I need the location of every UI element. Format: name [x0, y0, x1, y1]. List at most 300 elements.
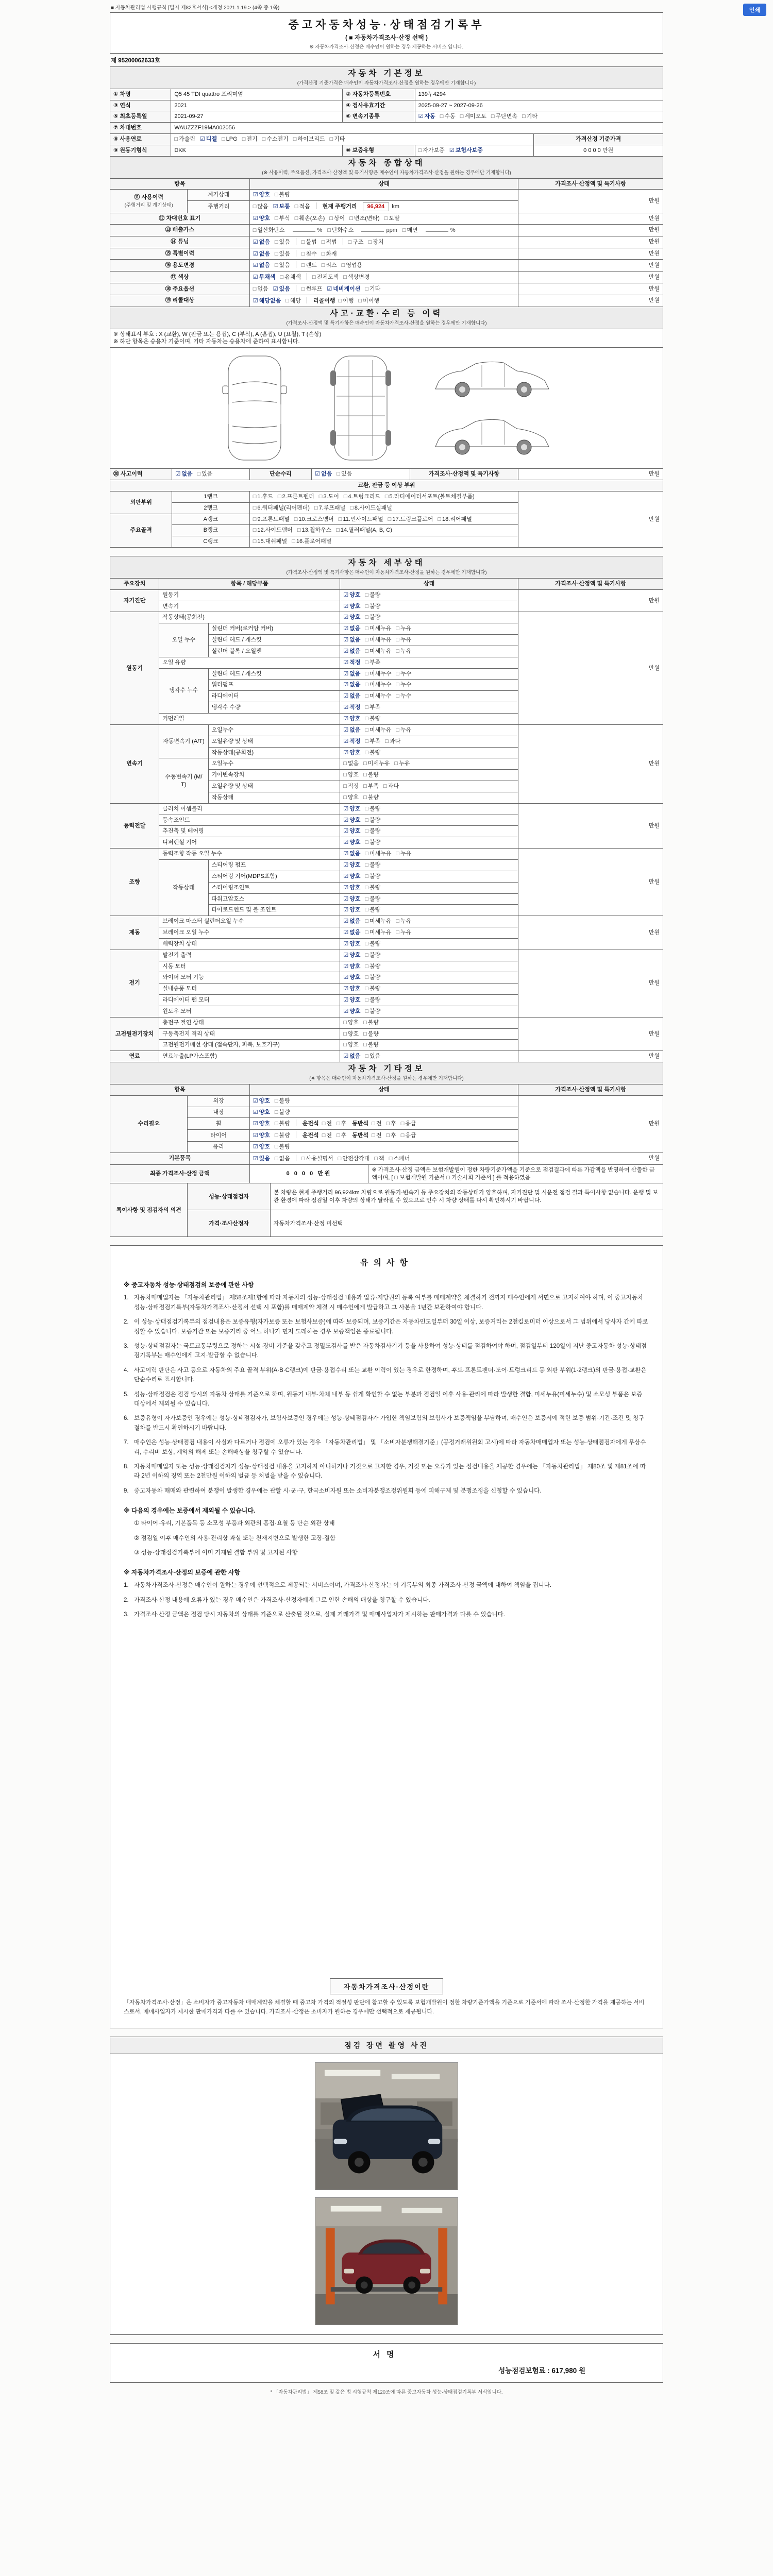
checkbox-icon: □: [253, 493, 257, 500]
checkbox-icon: □: [253, 527, 257, 534]
notice-exclusion-item: ③ 성능·상태점검기록부에 이미 기재된 결함 부위 및 고지된 사항: [134, 1549, 298, 1556]
car-left-side-diagram: [428, 357, 557, 401]
accident-history-state: [172, 469, 249, 480]
detail-checkbox: □ 불량: [365, 873, 381, 879]
checkbox-icon: ☑: [343, 648, 349, 654]
checkbox-icon: ☑: [253, 297, 258, 304]
state-cell: [249, 1095, 518, 1107]
opinion-text: 본 차량은 현재 주행거리 96,924km 차량으로 원동기·변속기 등 주요장치의 작동상태가 양호하며, 자기진단 및 시운전 점검 결과 특이사항 없습니다. 운행 및 보관 환경에 따라 점검일 이후 차량의 상태가 달라질 수 있으므로 인수 시 차량 상태를 다시 확인하시기 바랍니다.: [270, 1183, 663, 1210]
base-price-value: 0 0 0 0 만원: [534, 145, 663, 156]
checkbox-icon: □: [337, 471, 340, 478]
overall-state-table-checkbox: □ 매연: [402, 227, 418, 233]
state-cell: [340, 916, 518, 927]
overall-state-table-checkbox: □ 없음: [253, 286, 268, 293]
etc-info-table-checkbox: □ 전: [322, 1132, 332, 1139]
basic-info-table: [110, 66, 663, 157]
section-title: 자동차 기본정보: [348, 69, 425, 78]
detail-checkbox: □ 불량: [365, 884, 381, 891]
rank-item-checkbox: □ 2.프론트펜더: [277, 493, 314, 500]
checkbox-icon: □: [396, 693, 400, 700]
notice-exclusion-item: ② 점검일 이후 매수인의 사용·관리상 과실 또는 천재지변으로 발생한 고장·결함: [134, 1535, 336, 1541]
document-sheet: [110, 0, 663, 2395]
legend-row: [110, 329, 663, 348]
checkbox-icon: □: [336, 527, 340, 534]
insurance-premium: 성능점검보험료 : 617,980 원: [498, 2367, 585, 2375]
etc-info-table-checkbox: □ 후: [336, 1121, 347, 1127]
rank-item-checkbox: □ 18.리어패널: [438, 516, 472, 522]
detail-checkbox: □ 미세누수: [365, 693, 392, 700]
checkbox-icon: □: [365, 738, 368, 744]
table-row: [110, 272, 663, 283]
item-cell: 변속기: [159, 601, 340, 612]
simple-repair-checkbox: □ 있음: [337, 471, 352, 478]
car-name-value: Q5 45 TDI quattro 프리미엄: [171, 89, 343, 100]
detail-checkbox: ☑ 적정: [343, 659, 361, 666]
checkbox-icon: ☑: [253, 262, 258, 269]
checkbox-icon: ☑: [343, 670, 349, 677]
item-cell: 오일누수: [208, 724, 340, 736]
state-cell: [340, 1040, 518, 1051]
checkbox-icon: □: [294, 204, 298, 210]
detail-checkbox: □ 불량: [365, 591, 381, 598]
detail-checkbox: ☑ 없음: [343, 918, 361, 925]
category-cell: ⑰ 색상: [110, 272, 250, 283]
overall-state-table-checkbox: □ 침수: [301, 250, 317, 257]
notice-price-item: 3. 가격조사·산정 금액은 점검 당시 자동차의 상태를 기준으로 산출된 것으로, 실제 거래가격 및 매매사업자가 제시하는 판매가격과 다를 수 있습니다.: [124, 1612, 505, 1618]
detail-checkbox: ☑ 양호: [343, 1008, 361, 1014]
price-cell: 만원: [518, 950, 663, 1017]
detail-checkbox: ☑ 양호: [343, 716, 361, 722]
checkbox-icon: □: [274, 250, 278, 257]
state-cell: [249, 1153, 518, 1164]
checkbox-icon: □: [365, 963, 368, 970]
item-cell: 타이어: [188, 1130, 249, 1142]
notice-item: 1. 자동차매매업자는 「자동차관리법」 제58조제1항에 따라 자동차의 성능·상태점검 내용과 압류·저당권의 등록 여부를 매매계약을 체결하기 전까지 매수인에게 서면으로 고지하여야 하며, 이 중고자동차 성능·상태점검기록부(자동차가격조사·산정서 선택 시 포함)를 매매계약 체결 시 매수인에게 발급하고 그 사본을 1년간 보관하여야 합니다.: [124, 1295, 644, 1311]
state-cell: [249, 283, 518, 295]
rank-item-checkbox: □ 1.후드: [253, 493, 273, 500]
checkbox-icon: □: [292, 538, 295, 545]
detail-checkbox: □ 미세누유: [365, 918, 392, 925]
overall-state-table-checkbox: □ 많음: [253, 204, 268, 210]
detail-checkbox: ☑ 양호: [343, 839, 361, 846]
checkbox-icon: □: [365, 873, 368, 879]
overall-state-table-checkbox: ☑ 없음: [253, 250, 270, 257]
item-cell: 타이로드엔드 및 볼 조인트: [208, 905, 340, 916]
detail-checkbox: ☑ 없음: [343, 1053, 361, 1060]
panel-group-cell: 외판부위: [110, 491, 172, 514]
device-cell: 자기진단: [110, 589, 159, 612]
checkbox-icon: □: [274, 1155, 278, 1162]
final-price-section: [110, 1164, 663, 1238]
checkbox-icon: □: [338, 1155, 342, 1162]
checkbox-icon: □: [274, 262, 278, 269]
checkbox-icon: □: [365, 637, 368, 643]
checkbox-icon: □: [396, 670, 400, 677]
category-cell: ⑯ 용도변경: [110, 260, 250, 272]
section-title: 사고·교환·수리 등 이력: [330, 309, 443, 318]
notice-item: 9. 중고자동차 매매와 관련하여 분쟁이 발생한 경우에는 관할 시·군·구, 한국소비자원 또는 소비자분쟁조정위원회 등에 피해구제 및 분쟁조정을 신청할 수 있습니다.: [124, 1487, 542, 1494]
detail-checkbox: □ 미세누유: [365, 648, 392, 654]
checkbox-icon: □: [384, 215, 388, 222]
price-cell: 만원: [518, 612, 663, 724]
overall-state-table-checkbox: □ 적음: [294, 204, 310, 210]
notice-exclusion-item: ① 타이어·유리, 기본품목 등 소모성 부품과 외관의 흠집·요철 등 단순 외관 상태: [134, 1520, 335, 1527]
notice-price-item: 1. 자동차가격조사·산정은 매수인이 원하는 경우에 선택적으로 제공되는 서비스이며, 가격조사·산정자는 이 기록부의 최종 가격조사·산정 금액에 대하여 책임을 집니다.: [124, 1582, 552, 1589]
checkbox-icon: ☑: [343, 918, 349, 925]
etc-info-table-checkbox: □ 사용설명서: [301, 1155, 333, 1162]
table-row: [110, 100, 663, 111]
overall-state-table-checkbox: □ 유채색: [280, 274, 301, 281]
checkbox-icon: □: [343, 760, 347, 767]
notice-price-item: 2. 가격조사·산정 내용에 오류가 있는 경우 매수인은 가격조사·산정자에게 그로 인한 손해의 배상을 청구할 수 있습니다.: [124, 1597, 430, 1603]
accident-history-table: [110, 307, 663, 548]
rank-item-checkbox: □ 11.인사이드패널: [338, 516, 383, 522]
diagram-row: [110, 348, 663, 469]
category-cell: ⑪ 사용이력 (주행거리 및 계기상태): [110, 190, 188, 213]
fuel-checkbox: ☑ 디젤: [199, 136, 217, 143]
checkbox-icon: □: [262, 136, 266, 143]
overall-state-table-checkbox: □ 있음: [274, 239, 290, 245]
checkbox-icon: ☑: [343, 659, 349, 666]
checkbox-icon: ☑: [343, 805, 349, 812]
rank-item-checkbox: □ 7.루프패널: [314, 504, 346, 511]
rank-cell: A랭크: [172, 514, 249, 525]
state-cell: [340, 1006, 518, 1017]
detail-checkbox: □ 불량: [365, 952, 381, 958]
item-cell: 워터펌프: [208, 680, 340, 691]
detail-checkbox: ☑ 양호: [343, 873, 361, 879]
item-cell: 계기상태: [188, 190, 249, 201]
state-cell: [249, 190, 518, 201]
etc-info-table-label: 동반석: [352, 1121, 369, 1127]
overall-state-table-checkbox: □ 색상변경: [343, 274, 370, 281]
checkbox-icon: □: [365, 648, 368, 654]
overall-state-table-checkbox: ☑ 양호: [253, 192, 270, 198]
state-cell: [340, 1051, 518, 1062]
checkbox-icon: ☑: [327, 286, 332, 293]
etc-info-table-checkbox: ☑ 양호: [253, 1109, 270, 1115]
checkbox-icon: □: [321, 262, 325, 269]
device-cell: 동력전달: [110, 803, 159, 848]
detail-checkbox: □ 누유: [396, 637, 412, 643]
state-cell: [340, 589, 518, 601]
checkbox-icon: □: [301, 1155, 305, 1162]
overall-state-table-checkbox: ☑ 보통: [273, 204, 290, 210]
table-row: [110, 145, 663, 156]
etc-info-table-checkbox: □ 스패너: [389, 1155, 410, 1162]
item-cell: 스티어링조인트: [208, 882, 340, 893]
checkbox-icon: □: [438, 516, 442, 522]
etc-info-table-checkbox: □ 후: [336, 1132, 347, 1139]
checkbox-icon: □: [358, 297, 362, 304]
detail-state-table: [110, 556, 663, 1062]
checkbox-icon: ☑: [343, 907, 349, 913]
price-cell: 만원: [518, 849, 663, 916]
notice-item: 6. 보증유형이 자가보증인 경우에는 성능·상태점검자가, 보험사보증인 경우에는 성능·상태점검자가 가입한 책임보험의 보험사가 보증책임을 부담하며, 매수인은 보증서에 적힌 보증 범위·기간·조건 및 청구 절차를 반드시 확인하시기 바랍니다.: [124, 1415, 645, 1431]
item-cell: 배력장치 상태: [159, 938, 340, 950]
checkbox-icon: ☑: [253, 250, 258, 257]
detail-checkbox: □ 불량: [365, 907, 381, 913]
checkbox-icon: ☑: [343, 693, 349, 700]
item-cell: 실린더 헤드 / 개스킷: [208, 635, 340, 646]
checkbox-icon: ☑: [343, 1053, 349, 1060]
checkbox-icon: □: [365, 1053, 368, 1060]
checkbox-icon: □: [372, 1132, 375, 1139]
price-cell: 만원: [518, 213, 663, 225]
checkbox-icon: ☑: [343, 828, 349, 835]
field-label: ⑤ 최초등록일: [110, 111, 171, 123]
detail-checkbox: □ 누유: [396, 918, 412, 925]
state-cell: [340, 623, 518, 635]
detail-checkbox: □ 미세누유: [365, 726, 392, 733]
checkbox-icon: ☑: [253, 192, 258, 198]
detail-checkbox: □ 부족: [365, 704, 381, 711]
section-note: (가격조사·산정액 및 특기사항은 매수인이 자동차가격조사·산정을 원하는 경우에만 기재합니다): [286, 320, 487, 326]
item-cell: 구동축전지 격리 상태: [159, 1028, 340, 1040]
checkbox-icon: □: [274, 1097, 278, 1104]
document-title-note: ※ 자동차가격조사·산정은 매수인이 원하는 경우 제공하는 서비스 입니다.: [309, 44, 464, 50]
item-cell: 오일 유량: [159, 657, 340, 668]
checkbox-icon: □: [285, 297, 289, 304]
checkbox-icon: □: [396, 851, 400, 857]
detail-checkbox: □ 불량: [365, 603, 381, 609]
car-underbody-diagram: [322, 353, 399, 463]
checkbox-icon: □: [365, 895, 368, 902]
checkbox-icon: □: [341, 262, 345, 269]
warranty-checkbox: □ 자가보증: [418, 147, 445, 154]
checkbox-icon: □: [365, 614, 368, 621]
checkbox-icon: □: [301, 239, 305, 245]
item-cell: 충전구 절연 상태: [159, 1017, 340, 1028]
checkbox-icon: □: [343, 274, 347, 281]
detail-checkbox: □ 미세누유: [365, 637, 392, 643]
checkbox-icon: □: [365, 817, 368, 823]
checkbox-icon: □: [400, 1132, 405, 1139]
checkbox-icon: ☑: [343, 952, 349, 958]
item-cell: 브레이크 마스터 실린더오일 누수: [159, 916, 340, 927]
device-cell: 전기: [110, 950, 159, 1017]
overall-state-table-checkbox: □ 화재: [321, 250, 337, 257]
detail-checkbox: ☑ 양호: [343, 884, 361, 891]
rank-item-checkbox: □ 14.필러패널(A, B, C): [336, 527, 392, 534]
field-label: ⑨ 원동기형식: [110, 145, 171, 156]
item-cell: 오일유량 및 상태: [208, 736, 340, 747]
state-cell: [340, 893, 518, 905]
overall-state-table-checkbox: □ 도말: [384, 215, 400, 222]
state-cell: [340, 837, 518, 849]
etc-info-table: [110, 1062, 663, 1165]
detail-checkbox: ☑ 없음: [343, 726, 361, 733]
rank-cell: 1랭크: [172, 491, 249, 502]
state-cell: [340, 792, 518, 803]
table-row: [110, 589, 663, 601]
state-cell: [340, 995, 518, 1006]
detail-checkbox: ☑ 없음: [343, 648, 361, 654]
checkbox-icon: ☑: [343, 861, 349, 868]
state-cell: [340, 972, 518, 984]
overall-state-table-checkbox: ☑ 네비게이션: [327, 286, 361, 293]
section-title: 자동차 기타정보: [348, 1064, 425, 1074]
section-header-row: [110, 67, 663, 89]
checkbox-icon: □: [386, 1132, 390, 1139]
opinion-table: [110, 1183, 663, 1237]
checkbox-icon: ☑: [253, 1097, 258, 1104]
final-price-value: 0 0 0 0 만원: [249, 1164, 368, 1183]
detail-checkbox: □ 누유: [396, 851, 412, 857]
checkbox-icon: □: [336, 1121, 340, 1127]
notice-item: 8. 자동차매매업자 또는 성능·상태점검자가 성능·상태점검 내용을 고지하지 아니하거나 거짓으로 고지한 경우, 거짓 또는 오류가 있는 점검내용을 제공한 경우에는 「자동차관리법」 제80조 및 제81조에 따라 2년 이하의 징역 또는 2천만원 이하의 벌금 등 처벌을 받을 수 있습니다.: [124, 1463, 646, 1480]
checkbox-icon: □: [274, 192, 278, 198]
state-cell: [340, 612, 518, 623]
detail-checkbox: ☑ 양호: [343, 952, 361, 958]
checkbox-icon: ☑: [418, 113, 424, 120]
field-label: ⑩ 보증유형: [343, 145, 415, 156]
checkbox-icon: ☑: [253, 1155, 258, 1162]
checkbox-icon: □: [365, 670, 368, 677]
photo-section-title: 점검 장면 촬영 사진: [110, 2037, 663, 2054]
section-header-row: [110, 556, 663, 579]
overall-state-table-label: 리콜이행: [313, 297, 335, 304]
detail-checkbox: ☑ 양호: [343, 895, 361, 902]
state-cell: [340, 747, 518, 758]
detail-checkbox: □ 미세누수: [365, 682, 392, 688]
reg-no-value: 139누4294: [415, 89, 663, 100]
detail-checkbox: ☑ 양호: [343, 986, 361, 992]
detail-checkbox: □ 누유: [396, 726, 412, 733]
checkbox-icon: □: [418, 147, 422, 154]
document-title: 중고자동차성능·상태점검기록부: [288, 19, 485, 31]
overall-state-table-checkbox: □ 구조: [348, 239, 364, 245]
base-price-label: 가격산정 기준가격: [534, 134, 663, 145]
checkbox-icon: □: [301, 250, 305, 257]
checkbox-icon: □: [365, 625, 368, 632]
overall-state-table-checkbox: □ 훼손(오손): [294, 215, 325, 222]
checkbox-icon: ☑: [343, 625, 349, 632]
checkbox-icon: □: [343, 1019, 347, 1026]
checkbox-icon: □: [294, 215, 298, 222]
rank-cell: C랭크: [172, 536, 249, 548]
field-label: ④ 검사유효기간: [343, 100, 415, 111]
price-cell: 만원: [518, 224, 663, 236]
checkbox-icon: □: [294, 516, 298, 522]
item-cell: 추진축 및 베어링: [159, 826, 340, 837]
checkbox-icon: □: [363, 1042, 367, 1048]
device-cell: 연료: [110, 1051, 159, 1062]
blank-field: [293, 226, 315, 232]
state-cell: [340, 601, 518, 612]
form-reference-note: ■ 자동차관리법 시행규칙 [별지 제82호서식] <개정 2021.1.19.> (4쪽 중 1쪽): [111, 5, 280, 11]
overall-state-table-checkbox: □ 미이행: [358, 297, 380, 304]
detail-checkbox: □ 미세누수: [365, 670, 392, 677]
subgroup-cell: 자동변속기 (A/T): [159, 724, 208, 758]
checkbox-icon: □: [274, 239, 278, 245]
checkbox-icon: □: [253, 204, 257, 210]
table-row: [110, 1183, 663, 1210]
detail-checkbox: □ 불량: [365, 839, 381, 846]
detail-checkbox: □ 누수: [396, 670, 412, 677]
detail-checkbox: □ 불량: [365, 986, 381, 992]
checkbox-icon: □: [301, 286, 305, 293]
checkbox-icon: □: [318, 493, 323, 500]
category-cell: ⑱ 주요옵션: [110, 283, 250, 295]
checkbox-icon: □: [293, 136, 297, 143]
transmission-checkbox: □ 세미오토: [460, 113, 486, 120]
section-note: (※ 항목은 매수인이 자동차가격조사·산정을 원하는 경우에만 기재합니다): [309, 1076, 464, 1082]
price-cell: 만원: [518, 724, 663, 803]
checkbox-icon: □: [365, 603, 368, 609]
checkbox-icon: □: [365, 704, 368, 711]
price-info-text: 「자동차가격조사·산정」은 소비자가 중고자동차 매매계약을 체결할 때 중고차 가격의 적절성 판단에 참고할 수 있도록 보험개발원이 정한 차량기준가액을 기준으로 기준서에 따라 조사·산정한 가격을 제공하는 서비스로서, 매매사업자가 제시한 판매가격과 다를 수 있습니다. 가격조사·산정은 소비자가 원하는 경우에만 선택적으로 제공됩니다.: [124, 1999, 645, 2015]
etc-info-table-label: 운전석: [302, 1121, 319, 1127]
table-row: [110, 1017, 663, 1028]
detail-checkbox: □ 누유: [396, 929, 412, 936]
field-label: ① 차명: [110, 89, 171, 100]
checkbox-icon: ☑: [315, 471, 320, 478]
item-cell: 라디에이터: [208, 691, 340, 702]
checkbox-icon: □: [338, 516, 342, 522]
checkbox-icon: □: [197, 471, 201, 478]
state-cell: [340, 770, 518, 781]
state-cell: [340, 849, 518, 860]
checkbox-icon: □: [253, 227, 257, 233]
rank-item-checkbox: □ 4.트렁크리드: [343, 493, 380, 500]
device-cell: 원동기: [110, 612, 159, 724]
checkbox-icon: □: [365, 861, 368, 868]
checkbox-icon: □: [343, 493, 347, 500]
detail-checkbox: ☑ 양호: [343, 614, 361, 621]
overall-state-table-checkbox: ☑ 없음: [253, 239, 270, 245]
item-cell: 와이퍼 모터 기능: [159, 972, 340, 984]
opinion-text: 자동차가격조사·산정 미선택: [270, 1210, 663, 1237]
car-diagrams: [110, 348, 663, 468]
fuel-checkbox: □ 전기: [242, 136, 258, 143]
item-cell: 작동상태: [208, 792, 340, 803]
table-row: [110, 612, 663, 623]
table-row: [110, 469, 663, 480]
fuel-checkbox: □ 하이브리드: [293, 136, 325, 143]
detail-checkbox: □ 누수: [396, 693, 412, 700]
device-cell: 조향: [110, 849, 159, 916]
accident-checkbox: ☑ 없음: [175, 471, 193, 478]
field-label: ③ 연식: [110, 100, 171, 111]
checkbox-icon: □: [349, 215, 353, 222]
detail-checkbox: □ 불량: [365, 1008, 381, 1014]
checkbox-icon: □: [321, 239, 325, 245]
checkbox-icon: ☑: [343, 940, 349, 947]
rank-cell: B랭크: [172, 525, 249, 536]
print-button[interactable]: 인쇄: [743, 4, 766, 16]
checkbox-icon: □: [389, 1155, 393, 1162]
engine-type-value: DKK: [171, 145, 343, 156]
fuel-checkbox: □ 가솔린: [174, 136, 195, 143]
opinion-title-cell: 특이사항 및 점검자의 의견: [110, 1183, 188, 1237]
overall-state-table-checkbox: □ 있음: [274, 262, 290, 269]
warranty-checkbox: ☑ 보험사보증: [449, 147, 483, 154]
checkbox-icon: ☑: [273, 286, 278, 293]
checkbox-icon: □: [343, 794, 347, 801]
item-cell: 실내송풍 모터: [159, 984, 340, 995]
state-cell: [340, 1028, 518, 1040]
checkbox-icon: ☑: [343, 1008, 349, 1014]
etc-info-table-label: 운전석: [302, 1132, 319, 1139]
checkbox-icon: □: [274, 1144, 278, 1150]
detail-checkbox: ☑ 없음: [343, 693, 361, 700]
detail-checkbox: □ 과다: [383, 783, 399, 790]
device-cell: 제동: [110, 916, 159, 950]
checkbox-icon: □: [365, 682, 368, 688]
item-cell: 스티어링 펌프: [208, 859, 340, 871]
state-cell: [340, 927, 518, 939]
